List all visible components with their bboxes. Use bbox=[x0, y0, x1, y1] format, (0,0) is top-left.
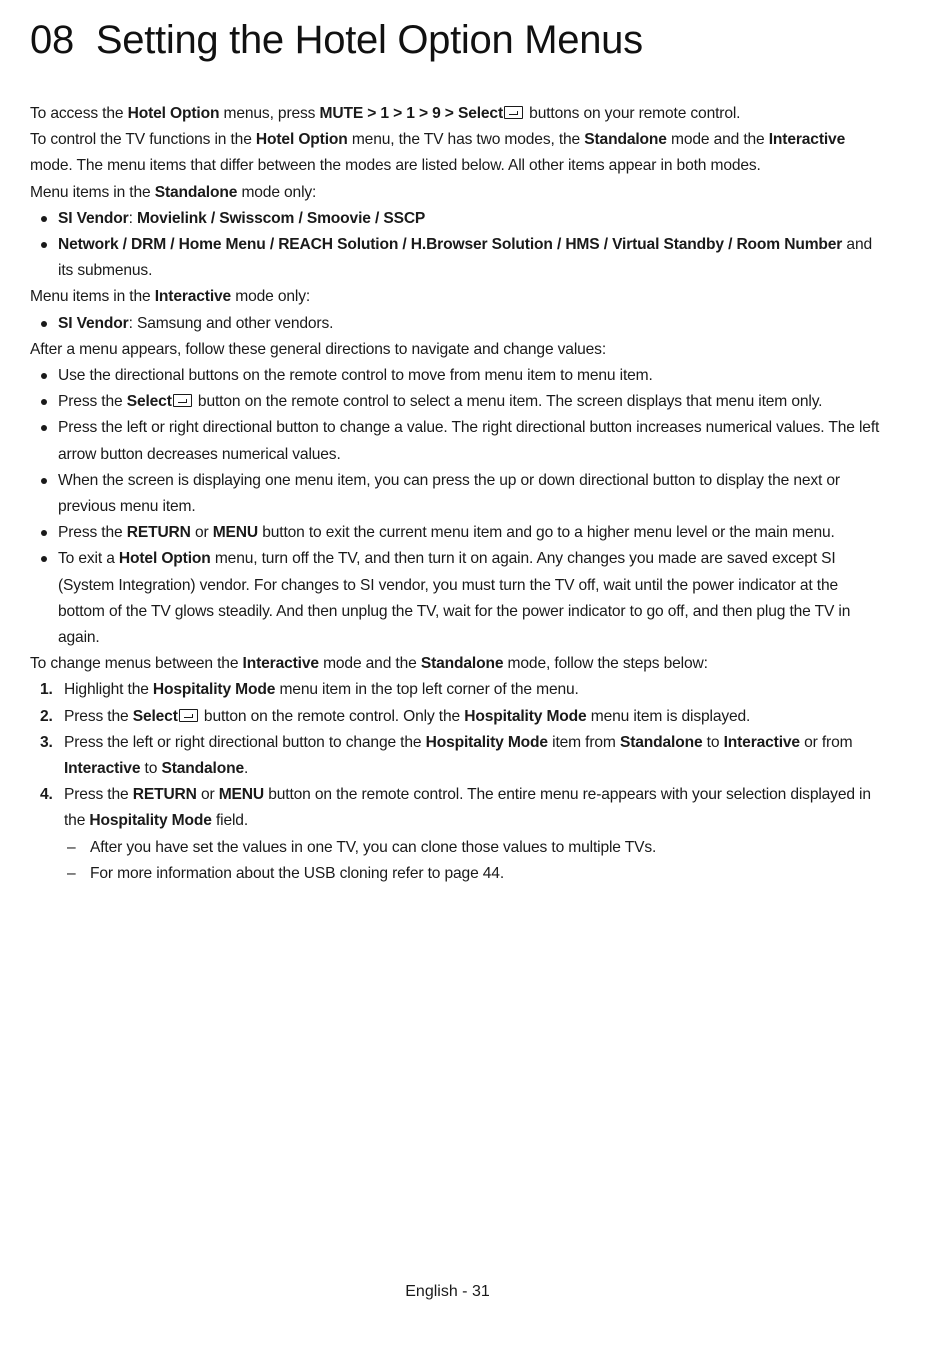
steps-list bbox=[30, 677, 880, 834]
modes-paragraph: To control the TV functions in the Hotel Option menu, the TV has two modes, the Standalone mode and the Interactive mode. The menu items that differ between the modes are listed below. All other items appear in both modes. bbox=[30, 131, 846, 175]
enter-key-icon bbox=[179, 709, 198, 722]
enter-key-icon bbox=[173, 394, 192, 407]
step-item: 3. Press the left or right directional button to change the Hospitality Mode item from Standalone to Interactive or from Interactive to Standalone. bbox=[30, 730, 880, 782]
notes-list bbox=[30, 835, 880, 887]
standalone-heading: Menu items in the Standalone mode only: bbox=[30, 183, 317, 201]
interactive-heading: Menu items in the Interactive mode only: bbox=[30, 288, 311, 306]
navigation-intro: After a menu appears, follow these general directions to navigate and change values: bbox=[30, 340, 607, 358]
change-modes-intro: To change menus between the Interactive mode and the Standalone mode, follow the steps below: bbox=[30, 655, 708, 673]
note-item: – After you have set the values in one TV, you can clone those values to multiple TVs. bbox=[30, 835, 880, 861]
step-number: 3. bbox=[40, 733, 53, 751]
title-text: Setting the Hotel Option Menus bbox=[95, 18, 643, 62]
step-item: 1. Highlight the Hospitality Mode menu item in the top left corner of the menu. bbox=[30, 677, 880, 703]
step-number: 1. bbox=[40, 681, 53, 699]
step-number: 4. bbox=[40, 786, 53, 804]
list-item: When the screen is displaying one menu item, you can press the up or down directional button to display the next or previous menu item. bbox=[30, 468, 880, 520]
document-body bbox=[30, 101, 880, 887]
list-item: Press the Select button on the remote control to select a menu item. The screen displays that menu item only. bbox=[30, 389, 880, 415]
access-paragraph: To access the Hotel Option menus, press MUTE > 1 > 1 > 9 > Select buttons on your remote control. bbox=[30, 105, 741, 122]
list-item: Press the left or right directional button to change a value. The right directional button increases numerical values. The left arrow button decreases numerical values. bbox=[30, 415, 880, 467]
list-item: SI Vendor: Samsung and other vendors. bbox=[30, 311, 880, 337]
list-item: Use the directional buttons on the remote control to move from menu item to menu item. bbox=[30, 363, 880, 389]
standalone-list bbox=[30, 206, 880, 285]
note-item: – For more information about the USB cloning refer to page 44. bbox=[30, 861, 880, 887]
list-item: Network / DRM / Home Menu / REACH Solution / H.Browser Solution / HMS / Virtual Standby / Room Number and its submenus. bbox=[30, 232, 880, 284]
list-item: To exit a Hotel Option menu, turn off the TV, and then turn it on again. Any changes you made are saved except SI (System Integration) vendor. For changes to SI vendor, you must turn the TV off, wait until the power indicator at the bottom of the TV glows steadily. And then unplug the TV, wait for the power indicator to go off, and then plug the TV in again. bbox=[30, 546, 880, 651]
page-title bbox=[30, 18, 643, 63]
navigation-list bbox=[30, 363, 880, 651]
chapter-number: 08 bbox=[30, 18, 74, 62]
step-item: 4. Press the RETURN or MENU button on the remote control. The entire menu re-appears with your selection displayed in the Hospitality Mode field. bbox=[30, 782, 880, 834]
page-footer: English - 31 bbox=[405, 1283, 490, 1300]
interactive-list bbox=[30, 311, 880, 337]
enter-key-icon bbox=[504, 106, 523, 119]
step-item: 2. Press the Select button on the remote control. Only the Hospitality Mode menu item is displayed. bbox=[30, 704, 880, 730]
list-item: Press the RETURN or MENU button to exit the current menu item and go to a higher menu level or the main menu. bbox=[30, 520, 880, 546]
step-number: 2. bbox=[40, 707, 53, 725]
list-item: SI Vendor: Movielink / Swisscom / Smoovie / SSCP bbox=[30, 206, 880, 232]
